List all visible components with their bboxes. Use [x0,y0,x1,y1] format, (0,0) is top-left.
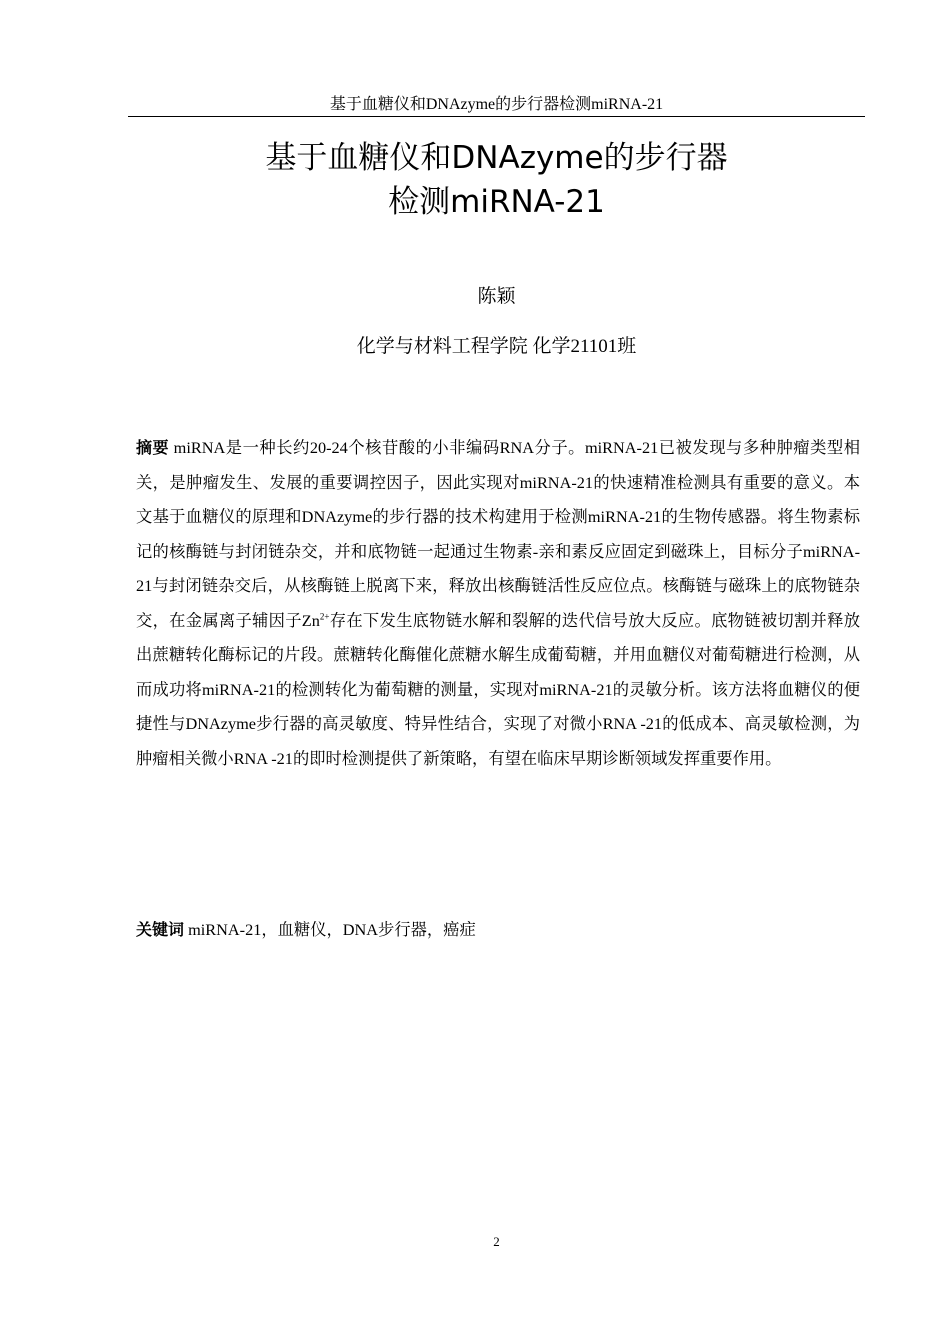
keywords-label: 关键词 [136,920,185,939]
abstract-label: 摘要 [136,438,170,457]
running-header: 基于血糖仪和DNAzyme的步行器检测miRNA-21 [329,96,664,113]
paper-title-line-1: 基于血糖仪和DNAzyme的步行器 [265,140,728,176]
keywords-line [136,913,860,947]
author-affiliation: 化学与材料工程学院 化学21101班 [356,336,637,357]
author-name: 陈颖 [477,286,516,307]
header-divider [128,116,865,117]
abstract-text-part-1: miRNA是一种长约20-24个核苷酸的小非编码RNA分子。miRNA-21已被发现与多种肿瘤类型相关，是肿瘤发生、发展的重要调控因子，因此实现对miRNA-21的快速精准检测具有重要的意义。本文基于血糖仪的原理和DNAzyme的步行器的技术构建用于检测miRNA-21的生物传感器。将生物素标记的核酶链与封闭链杂交，并和底物链一起通过生物素-亲和素反应固定到磁珠上，目标分子miRNA-21与封闭链杂交后，从核酶链上脱离下来，释放出核酶链活性反应位点。核酶链与磁珠上的底物链杂交，在金属离子辅因子Zn [136,438,860,630]
keywords-text: miRNA-21，血糖仪，DNA步行器，癌症 [184,920,476,939]
abstract-superscript: 2+ [319,611,330,622]
abstract-text-part-2: 存在下发生底物链水解和裂解的迭代信号放大反应。底物链被切割并释放出蔗糖转化酶标记的片段。蔗糖转化酶催化蔗糖水解生成葡萄糖，并用血糖仪对葡萄糖进行检测，从而成功将miRNA-21的检测转化为葡萄糖的测量，实现对miRNA-21的灵敏分析。该方法将血糖仪的便捷性与DNAzyme步行器的高灵敏度、特异性结合，实现了对微小RNA -21的低成本、高灵敏检测，为肿瘤相关微小RNA -21的即时检测提供了新策略，有望在临床早期诊断领域发挥重要作用。 [136,610,860,768]
paper-title [128,136,865,224]
paper-title-line-2: 检测miRNA-21 [388,184,605,220]
abstract-paragraph [136,431,860,776]
page-number: 2 [493,1234,500,1249]
